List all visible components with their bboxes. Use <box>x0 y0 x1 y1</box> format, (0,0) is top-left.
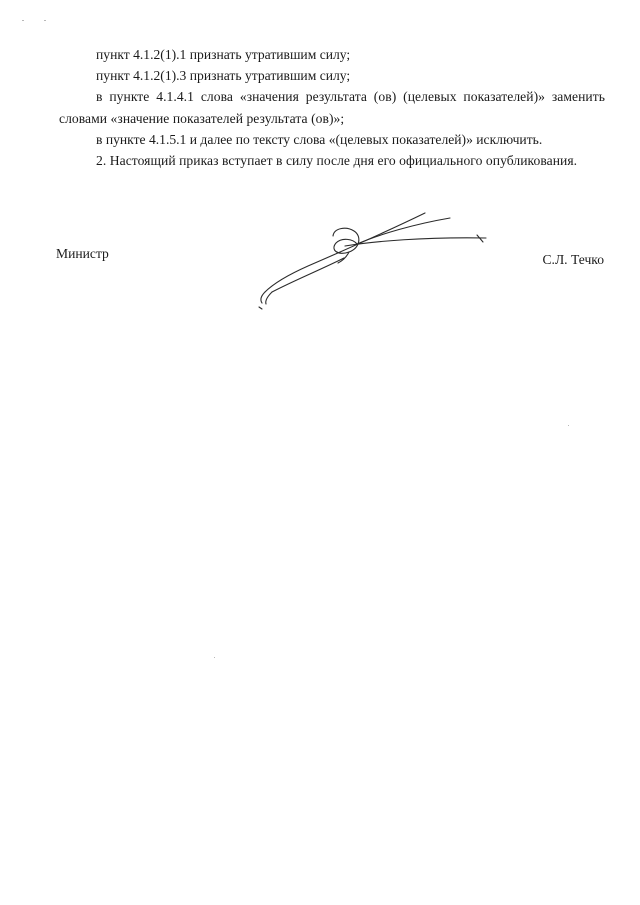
handwritten-signature <box>250 208 495 313</box>
paragraph-item-1: пункт 4.1.2(1).1 признать утратившим силу; <box>96 47 351 62</box>
scan-speck <box>44 20 46 21</box>
paragraph-effective-date: 2. Настоящий приказ вступает в силу после дня его официального опубликования. <box>96 153 578 169</box>
scan-speck <box>568 425 569 426</box>
paragraph-item-3: в пункте 4.1.4.1 слова «значения результата (ов) (целевых показателей)» заменить словами «значение показателей результата (ов)»; <box>59 89 605 126</box>
scan-speck <box>22 20 24 21</box>
signatory-title: Министр <box>56 246 109 261</box>
paragraph-item-4: в пункте 4.1.5.1 и далее по тексту слова «(целевых показателей)» исключить. <box>96 131 543 147</box>
document-body <box>59 44 605 171</box>
scan-speck <box>214 657 215 658</box>
signatory-name: С.Л. Течко <box>542 252 604 267</box>
paragraph-item-2: пункт 4.1.2(1).3 признать утратившим силу; <box>96 68 351 84</box>
